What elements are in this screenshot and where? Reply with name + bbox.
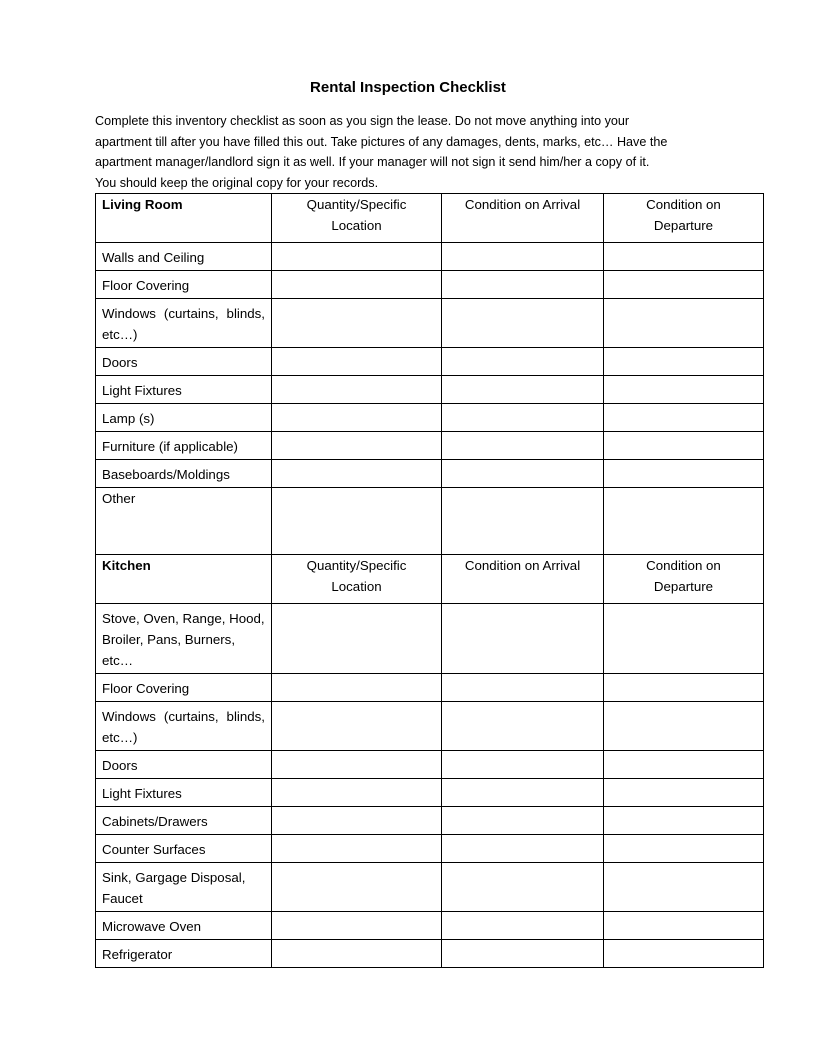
arrival-cell[interactable] <box>442 271 604 299</box>
departure-cell[interactable] <box>604 912 764 940</box>
item-label: Lamp (s) <box>96 404 272 432</box>
intro-paragraph <box>95 111 735 193</box>
column-header-departure-line2: Departure <box>653 218 714 233</box>
item-label: Sink, Gargage Disposal, Faucet <box>96 863 272 912</box>
departure-cell[interactable] <box>604 779 764 807</box>
intro-line: apartment manager/landlord sign it as well. If your manager will not sign it send him/her a copy of it. <box>95 155 650 170</box>
section-header-row <box>96 555 764 604</box>
quantity-cell[interactable] <box>272 863 442 912</box>
table-row <box>96 460 764 488</box>
departure-cell[interactable] <box>604 271 764 299</box>
column-header-quantity-line1: Quantity/Specific <box>306 558 407 573</box>
item-label: Microwave Oven <box>96 912 272 940</box>
quantity-cell[interactable] <box>272 674 442 702</box>
item-label: Other <box>96 488 272 555</box>
table-row <box>96 604 764 674</box>
table-row <box>96 348 764 376</box>
table-row <box>96 376 764 404</box>
arrival-cell[interactable] <box>442 404 604 432</box>
departure-cell[interactable] <box>604 404 764 432</box>
table-row <box>96 243 764 271</box>
departure-cell[interactable] <box>604 348 764 376</box>
quantity-cell[interactable] <box>272 912 442 940</box>
arrival-cell[interactable] <box>442 432 604 460</box>
table-row <box>96 432 764 460</box>
column-header-departure-line2: Departure <box>653 579 714 594</box>
intro-line: You should keep the original copy for your records. <box>95 175 379 190</box>
intro-line: apartment till after you have filled this out. Take pictures of any damages, dents, marks, etc… Have the <box>95 134 668 149</box>
table-row <box>96 674 764 702</box>
arrival-cell[interactable] <box>442 779 604 807</box>
section-heading-kitchen: Kitchen <box>96 555 272 604</box>
quantity-cell[interactable] <box>272 348 442 376</box>
item-label: Furniture (if applicable) <box>96 432 272 460</box>
item-label: Walls and Ceiling <box>96 243 272 271</box>
inspection-table <box>95 193 764 968</box>
quantity-cell[interactable] <box>272 271 442 299</box>
arrival-cell[interactable] <box>442 863 604 912</box>
quantity-cell[interactable] <box>272 404 442 432</box>
quantity-cell[interactable] <box>272 376 442 404</box>
item-label: Doors <box>96 751 272 779</box>
arrival-cell[interactable] <box>442 299 604 348</box>
item-label: Light Fixtures <box>96 779 272 807</box>
arrival-cell[interactable] <box>442 243 604 271</box>
page-title: Rental Inspection Checklist <box>310 79 506 96</box>
quantity-cell[interactable] <box>272 460 442 488</box>
column-header-quantity-line1: Quantity/Specific <box>306 197 407 212</box>
departure-cell[interactable] <box>604 432 764 460</box>
column-header-quantity <box>272 555 442 604</box>
item-label: Windows (curtains, blinds, etc…) <box>96 702 272 751</box>
arrival-cell[interactable] <box>442 604 604 674</box>
table-row <box>96 702 764 751</box>
quantity-cell[interactable] <box>272 779 442 807</box>
arrival-cell[interactable] <box>442 460 604 488</box>
section-heading-living-room: Living Room <box>96 194 272 243</box>
column-header-departure <box>604 194 764 243</box>
quantity-cell[interactable] <box>272 940 442 968</box>
section-header-row <box>96 194 764 243</box>
table-row <box>96 751 764 779</box>
item-label: Stove, Oven, Range, Hood, Broiler, Pans, Burners, etc… <box>96 604 272 674</box>
arrival-cell[interactable] <box>442 488 604 555</box>
departure-cell[interactable] <box>604 460 764 488</box>
departure-cell[interactable] <box>604 674 764 702</box>
departure-cell[interactable] <box>604 751 764 779</box>
column-header-arrival: Condition on Arrival <box>442 194 604 243</box>
column-header-quantity-line2: Location <box>331 579 382 594</box>
item-label: Floor Covering <box>96 674 272 702</box>
arrival-cell[interactable] <box>442 940 604 968</box>
arrival-cell[interactable] <box>442 835 604 863</box>
table-row <box>96 299 764 348</box>
departure-cell[interactable] <box>604 702 764 751</box>
arrival-cell[interactable] <box>442 702 604 751</box>
quantity-cell[interactable] <box>272 299 442 348</box>
item-label: Windows (curtains, blinds, etc…) <box>96 299 272 348</box>
departure-cell[interactable] <box>604 243 764 271</box>
quantity-cell[interactable] <box>272 835 442 863</box>
item-label: Baseboards/Moldings <box>96 460 272 488</box>
table-row <box>96 488 764 555</box>
column-header-quantity <box>272 194 442 243</box>
item-label: Floor Covering <box>96 271 272 299</box>
arrival-cell[interactable] <box>442 912 604 940</box>
column-header-arrival: Condition on Arrival <box>442 555 604 604</box>
intro-line: Complete this inventory checklist as soon as you sign the lease. Do not move anything into your <box>95 114 630 128</box>
quantity-cell[interactable] <box>272 488 442 555</box>
arrival-cell[interactable] <box>442 674 604 702</box>
table-row <box>96 271 764 299</box>
arrival-cell[interactable] <box>442 348 604 376</box>
departure-cell[interactable] <box>604 940 764 968</box>
departure-cell[interactable] <box>604 488 764 555</box>
departure-cell[interactable] <box>604 376 764 404</box>
item-label: Cabinets/Drawers <box>96 807 272 835</box>
quantity-cell[interactable] <box>272 807 442 835</box>
column-header-departure <box>604 555 764 604</box>
departure-cell[interactable] <box>604 863 764 912</box>
table-row <box>96 404 764 432</box>
departure-cell[interactable] <box>604 807 764 835</box>
arrival-cell[interactable] <box>442 751 604 779</box>
table-row <box>96 807 764 835</box>
departure-cell[interactable] <box>604 299 764 348</box>
quantity-cell[interactable] <box>272 604 442 674</box>
departure-cell[interactable] <box>604 835 764 863</box>
column-header-departure-line1: Condition on <box>646 197 721 212</box>
column-header-quantity-line2: Location <box>331 218 382 233</box>
departure-cell[interactable] <box>604 604 764 674</box>
quantity-cell[interactable] <box>272 432 442 460</box>
arrival-cell[interactable] <box>442 807 604 835</box>
quantity-cell[interactable] <box>272 702 442 751</box>
table-row <box>96 779 764 807</box>
column-header-departure-line1: Condition on <box>646 558 721 573</box>
item-label: Doors <box>96 348 272 376</box>
quantity-cell[interactable] <box>272 751 442 779</box>
quantity-cell[interactable] <box>272 243 442 271</box>
item-label: Light Fixtures <box>96 376 272 404</box>
item-label: Counter Surfaces <box>96 835 272 863</box>
item-label: Refrigerator <box>96 940 272 968</box>
table-row <box>96 912 764 940</box>
table-row <box>96 863 764 912</box>
table-row <box>96 835 764 863</box>
table-row <box>96 940 764 968</box>
arrival-cell[interactable] <box>442 376 604 404</box>
